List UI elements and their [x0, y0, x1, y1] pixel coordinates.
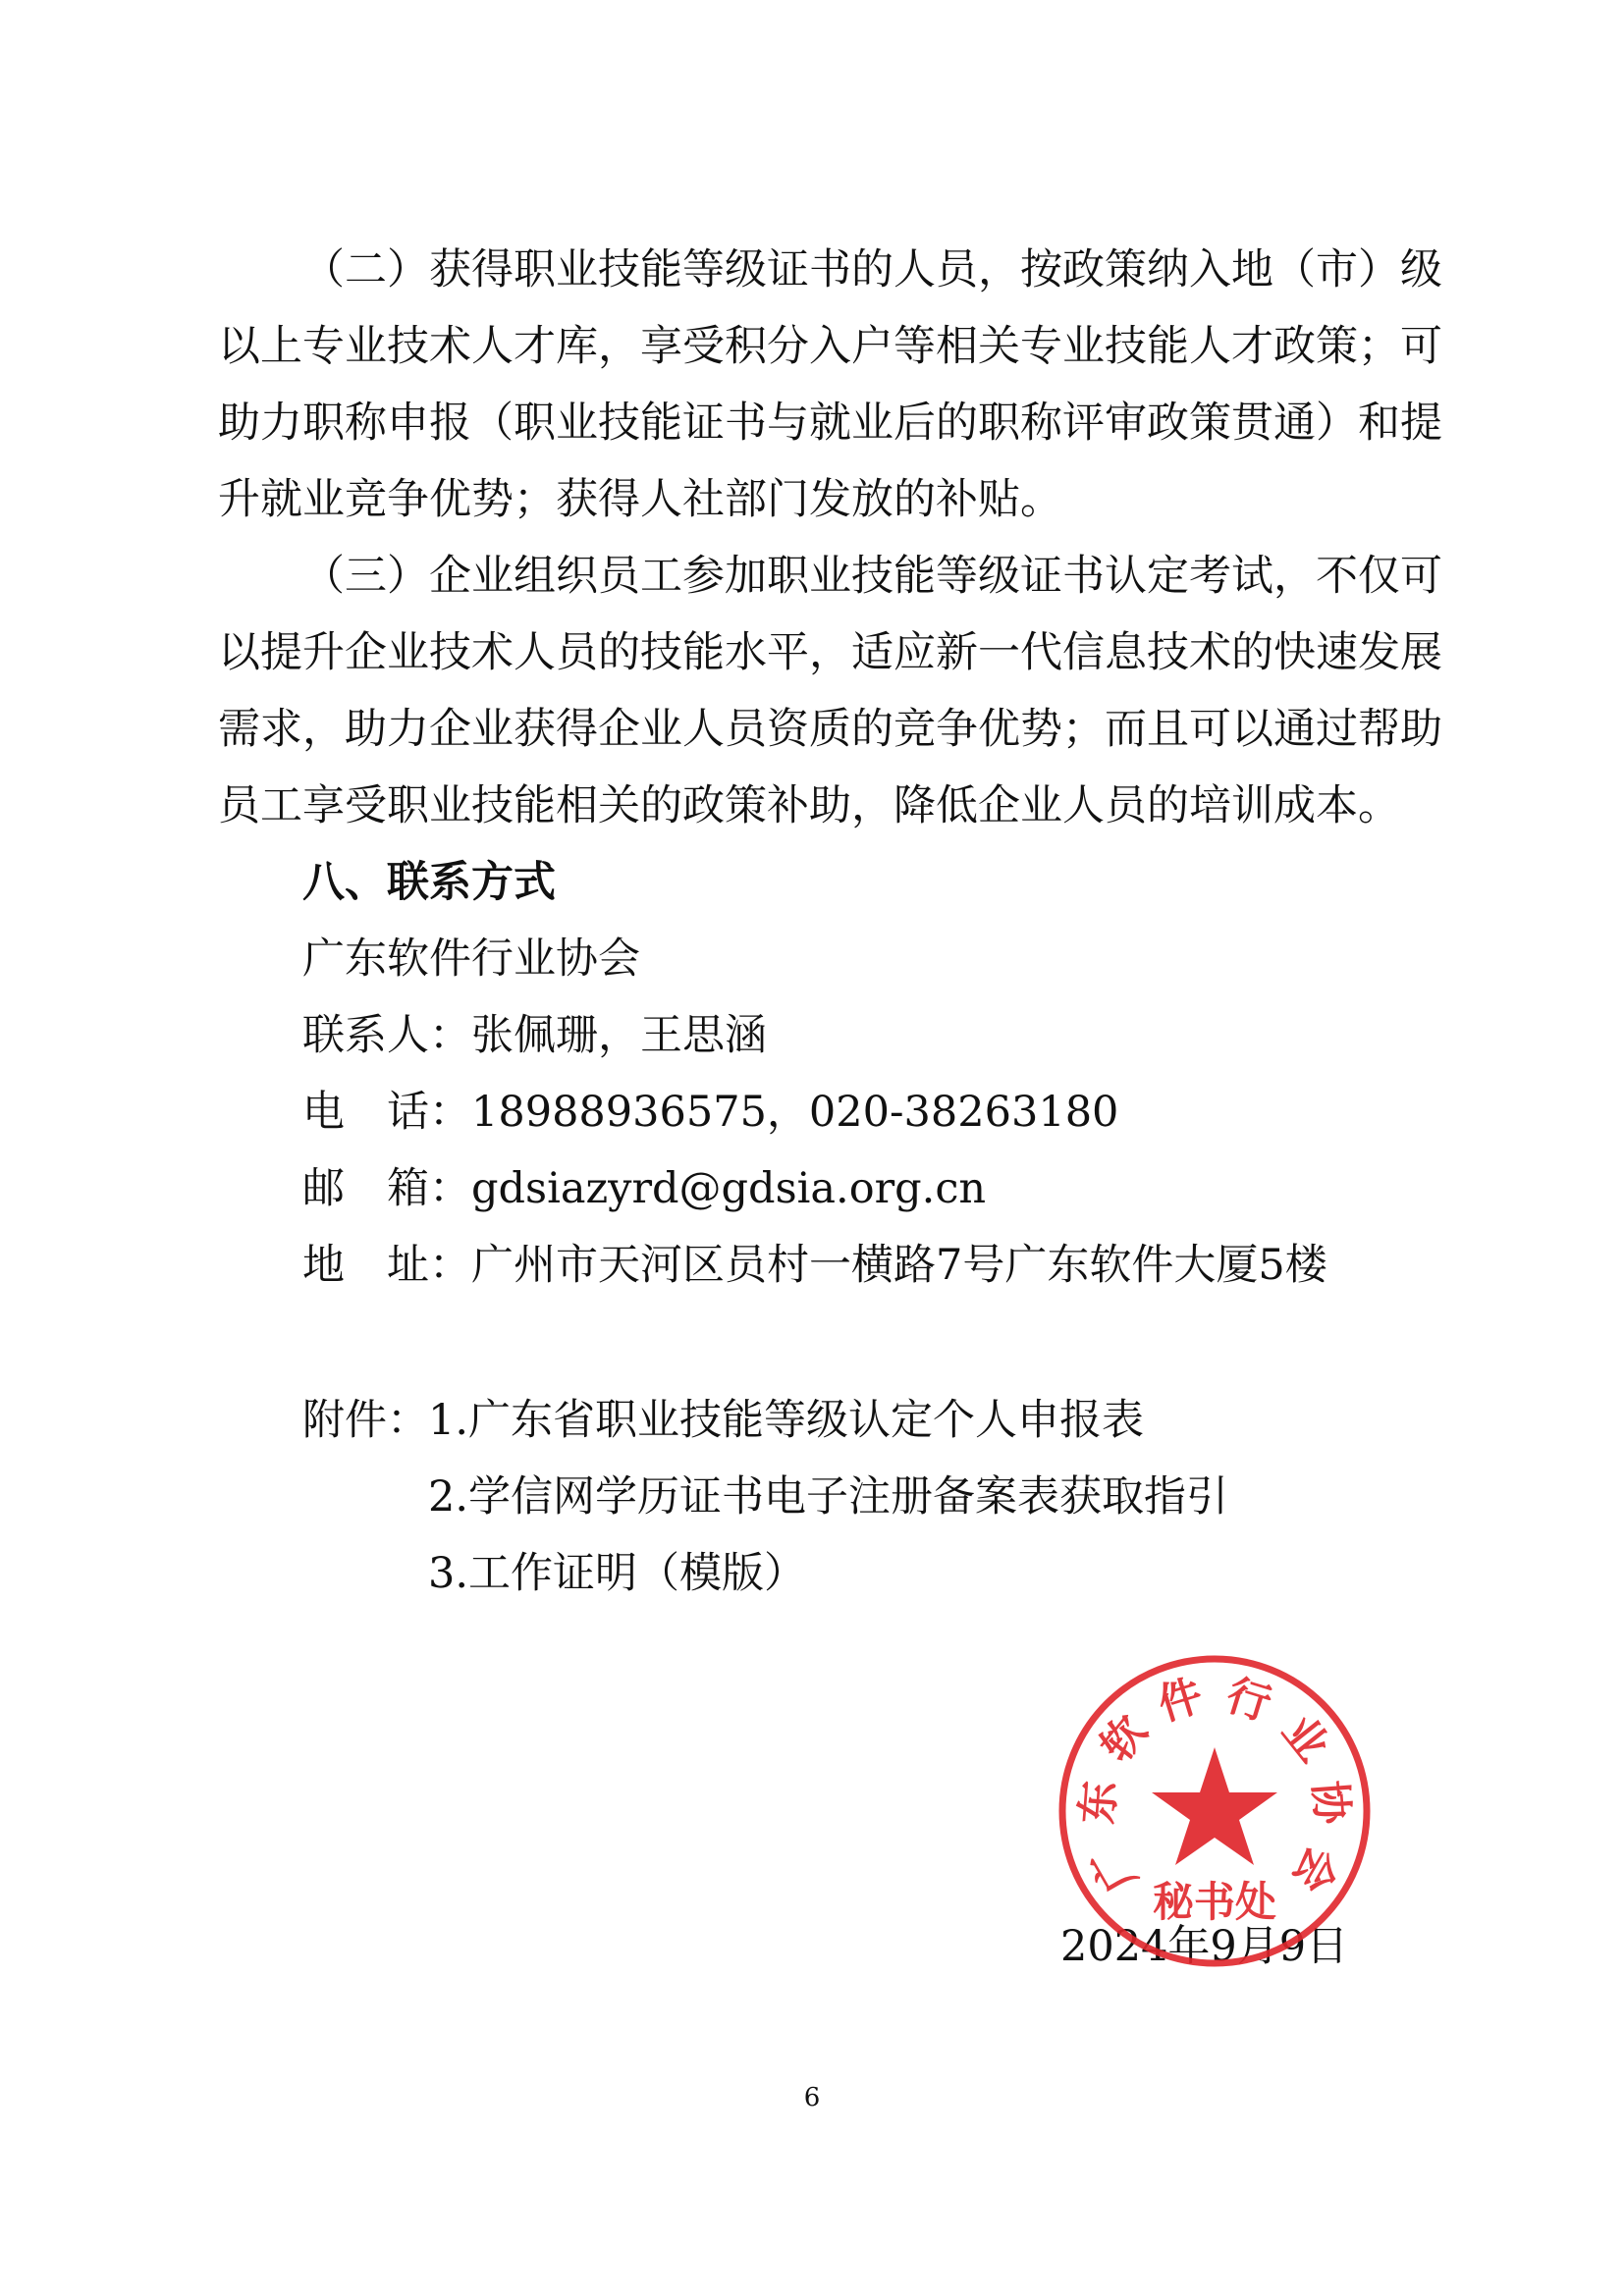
contact-address-value: 广州市天河区员村一横路7号广东软件大厦5楼: [471, 1241, 1327, 1290]
document-date: 2024年9月9日: [1060, 1922, 1349, 1971]
contact-email: [302, 1150, 986, 1227]
contact-phone-label: 电 话：: [302, 1088, 471, 1137]
seal-ring-char: 业: [1272, 1706, 1338, 1772]
seal-star-icon: [1152, 1747, 1277, 1865]
contact-address: [302, 1227, 1327, 1304]
page-number: 6: [803, 2083, 821, 2112]
seal-ring-char: 会: [1282, 1838, 1348, 1900]
contact-person-label: 联系人：: [302, 1011, 471, 1060]
seal-ring-char: 软: [1091, 1706, 1158, 1772]
seal-ring-char: 件: [1152, 1670, 1209, 1732]
attachment-item: 1.广东省职业技能等级认定个人申报表: [428, 1396, 1145, 1445]
seal-ring-char: 广: [1081, 1838, 1147, 1900]
contact-email-value: gdsiazyrd@gdsia.org.cn: [471, 1164, 987, 1213]
paragraph-3-line-1: （三）企业组织员工参加职业技能等级证书认定考试，不仅可: [302, 552, 1442, 601]
seal-ring-char: 行: [1220, 1670, 1277, 1732]
seal-ring-char: 东: [1072, 1779, 1126, 1827]
contact-address-label: 地 址：: [302, 1241, 471, 1290]
contact-phone-value: 18988936575，020-38263180: [471, 1088, 1119, 1137]
attachment-item: 2.学信网学历证书电子注册备案表获取指引: [428, 1472, 1229, 1522]
paragraph-2-line-3: 助力职称申报（职业技能证书与就业后的职称评审政策贯通）和提: [218, 399, 1442, 448]
section-heading: 八、联系方式: [302, 858, 556, 907]
attachments-label: 附件：: [302, 1396, 429, 1445]
contact-org: 广东软件行业协会: [302, 934, 640, 984]
paragraph-3-line-2: 以提升企业技术人员的技能水平，适应新一代信息技术的快速发展: [218, 628, 1442, 677]
contact-email-label: 邮 箱：: [302, 1164, 471, 1213]
contact-person-value: 张佩珊，王思涵: [471, 1011, 767, 1060]
seal-graphic: [1062, 1659, 1367, 1963]
seal-ring-char: 协: [1303, 1779, 1357, 1827]
seal-office-text: 秘书处: [1152, 1878, 1277, 1926]
paragraph-2-line-1: （二）获得职业技能等级证书的人员，按政策纳入地（市）级: [302, 245, 1442, 294]
paragraph-3-line-4: 员工享受职业技能相关的政策补助，降低企业人员的培训成本。: [218, 781, 1400, 830]
paragraph-2-line-4: 升就业竞争优势；获得人社部门发放的补贴。: [218, 475, 1062, 524]
attachment-item: 3.工作证明（模版）: [428, 1549, 807, 1598]
paragraph-2-line-2: 以上专业技术人才库，享受积分入户等相关专业技能人才政策；可: [218, 322, 1442, 371]
official-seal: [1053, 1649, 1377, 1973]
paragraph-3-line-3: 需求，助力企业获得企业人员资质的竞争优势；而且可以通过帮助: [218, 705, 1442, 754]
contact-phone: [302, 1074, 1118, 1150]
contact-person: [302, 997, 767, 1074]
